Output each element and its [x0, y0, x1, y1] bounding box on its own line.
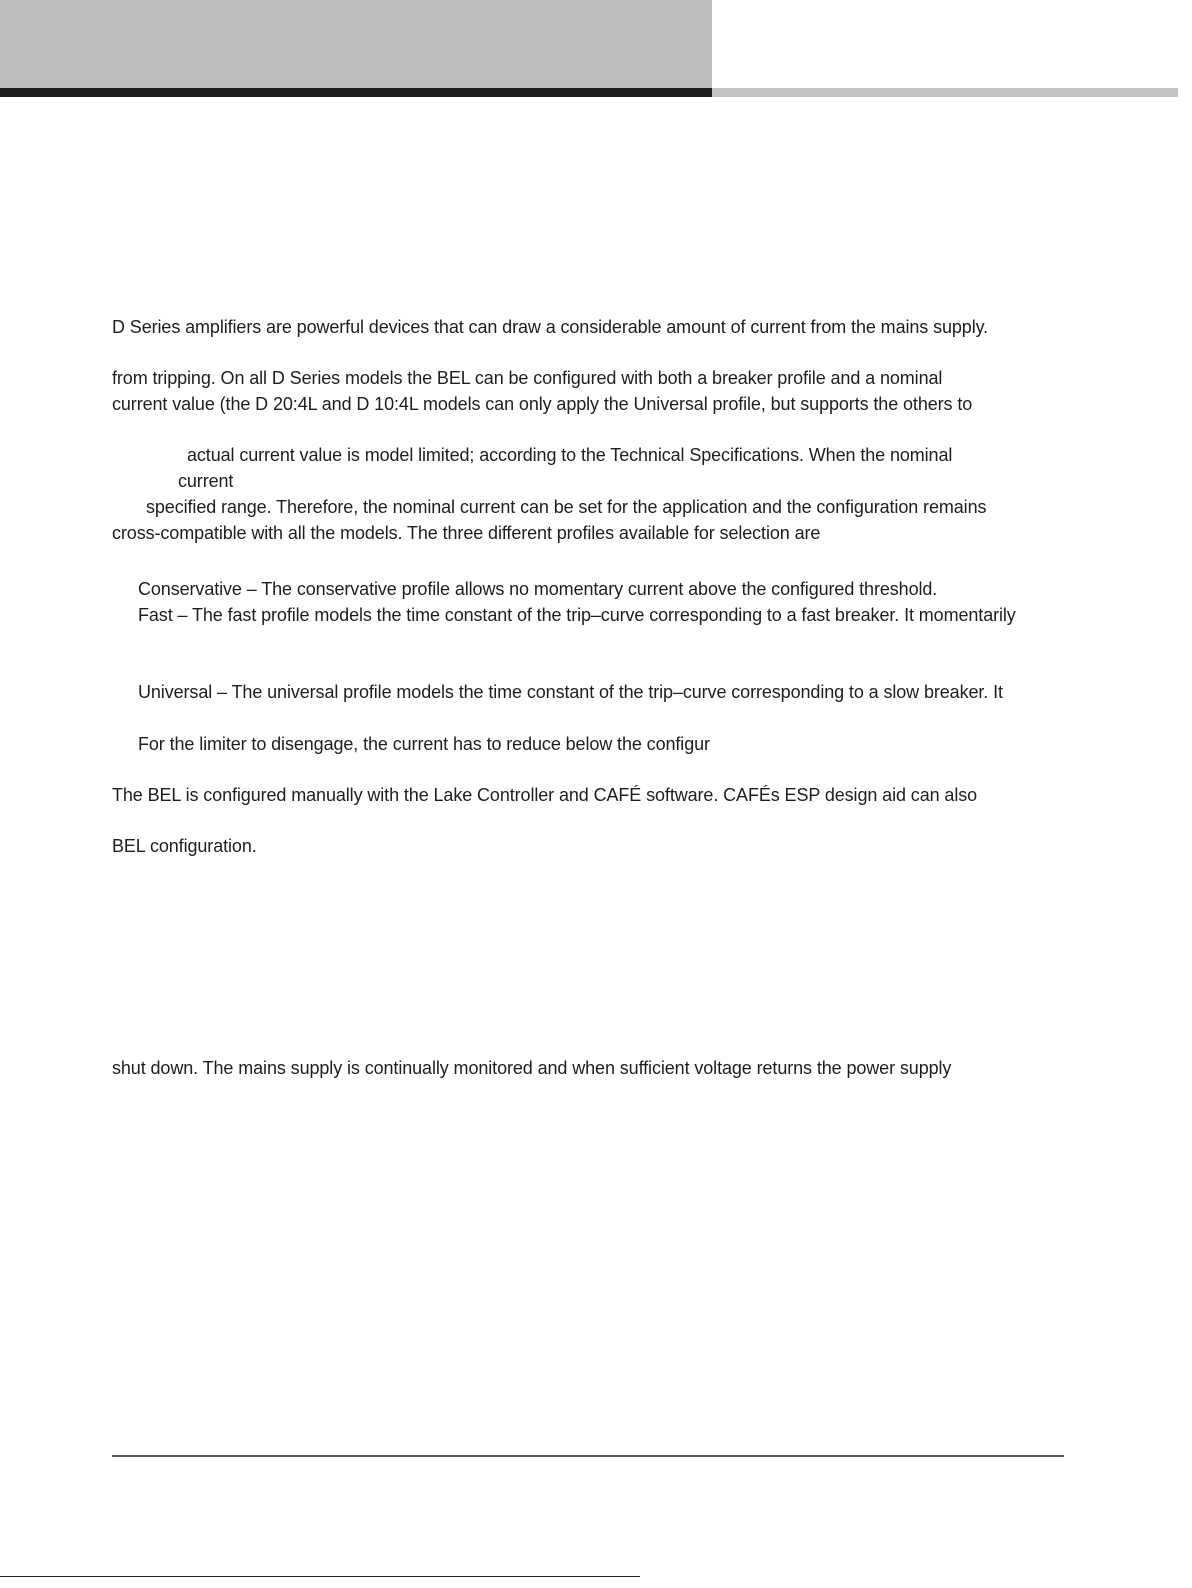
header-light-rule [712, 88, 1178, 97]
body-text-line: actual current value is model limited; according to the Technical Specifications. When the nominal [187, 445, 953, 465]
body-text-line: D Series amplifiers are powerful devices that can draw a considerable amount of current from the mains supply. [112, 317, 989, 337]
profile-item-fast: Fast – The fast profile models the time constant of the trip–curve corresponding to a fast breaker. It momentarily [138, 605, 1016, 625]
header-dark-rule [0, 88, 712, 97]
bottom-rule [0, 1576, 640, 1577]
profile-item-conservative: Conservative – The conservative profile allows no momentary current above the configured threshold. [138, 579, 938, 599]
body-text-line: The BEL is configured manually with the Lake Controller and CAFÉ software. CAFÉs ESP design aid can also [112, 785, 978, 805]
body-text-line: current [178, 471, 234, 491]
body-text-line: from tripping. On all D Series models the BEL can be configured with both a breaker profile and a nominal [112, 368, 943, 388]
body-text-line: current value (the D 20:4L and D 10:4L models can only apply the Universal profile, but supports the others to [112, 394, 973, 414]
footer-rule [112, 1455, 1064, 1457]
body-text-line: shut down. The mains supply is continually monitored and when sufficient voltage returns the power supply [112, 1058, 952, 1078]
body-text-line: specified range. Therefore, the nominal current can be set for the application and the configuration remains [146, 497, 987, 517]
header-grey-block [0, 0, 712, 90]
body-text-line: cross-compatible with all the models. The three different profiles available for selection are [112, 523, 821, 543]
profile-item-universal: Universal – The universal profile models the time constant of the trip–curve corresponding to a slow breaker. It [138, 682, 1003, 702]
body-text-line: BEL configuration. [112, 836, 257, 856]
body-text-line: For the limiter to disengage, the current has to reduce below the configur [138, 734, 710, 754]
